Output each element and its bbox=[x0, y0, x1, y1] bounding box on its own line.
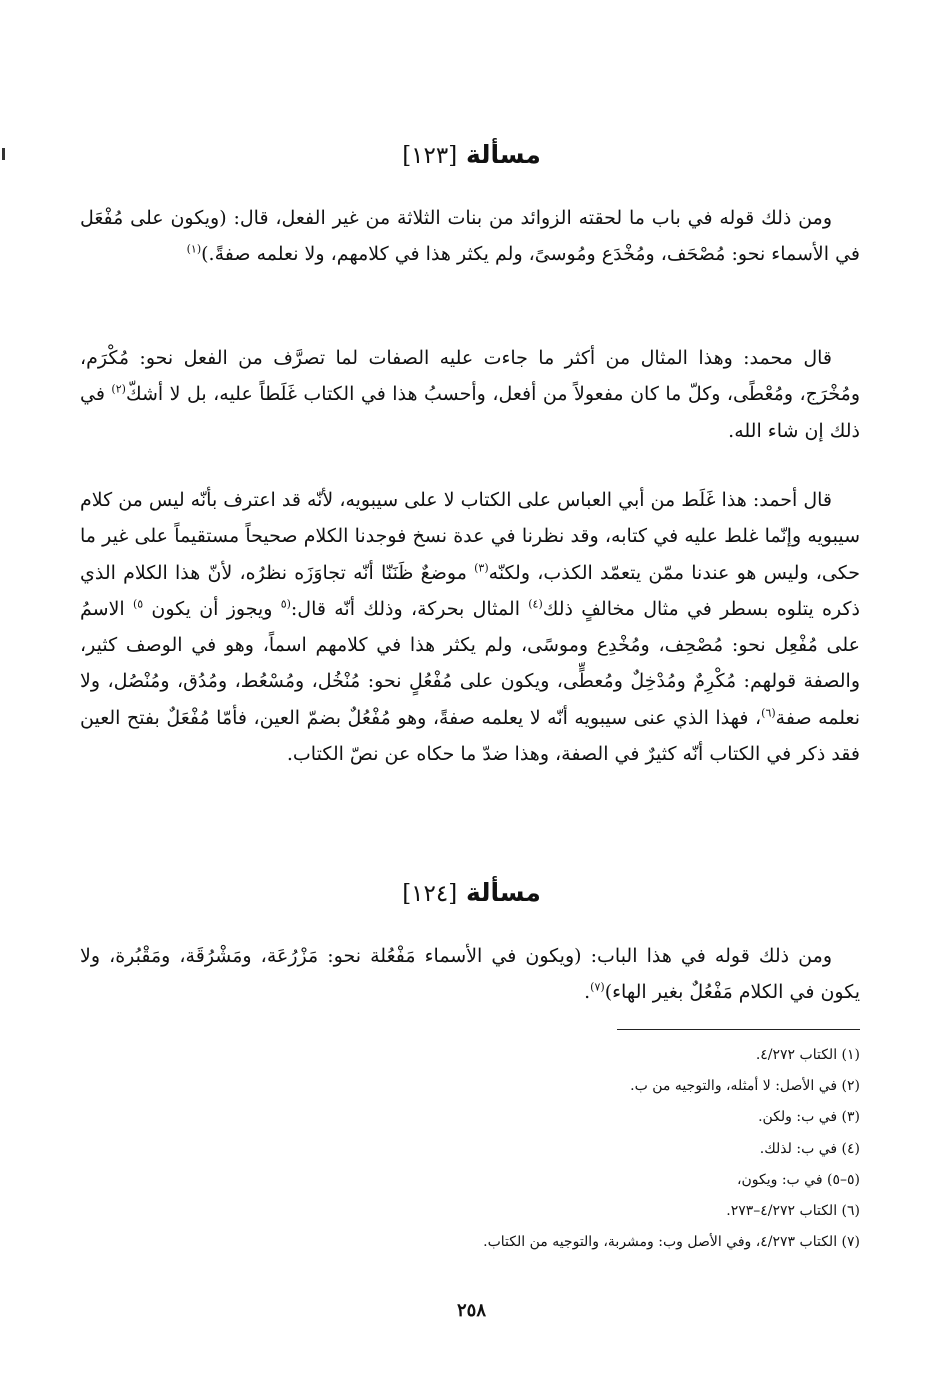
footnote-ref-5-close: ٥) bbox=[132, 597, 144, 611]
footnote-3: (٣) في ب: ولكن. bbox=[758, 1109, 860, 1126]
page-number: ٢٥٨ bbox=[456, 1300, 486, 1321]
heading-masala-124 bbox=[0, 876, 943, 911]
footnote-1: (١) الكتاب ٤/٢٧٢. bbox=[755, 1047, 860, 1063]
paragraph-3 bbox=[80, 482, 860, 772]
footnote-7: (٧) الكتاب ٤/٢٧٣، وفي الأصل وب: ومشربة، والتوجيه من الكتاب. bbox=[483, 1234, 860, 1251]
paragraph-3-text-c: المثال بحركة، وذلك أنّه قال: bbox=[290, 597, 529, 620]
footnote-ref-1: (١) bbox=[186, 242, 202, 256]
paragraph-4-text-b: . bbox=[584, 981, 591, 1004]
paragraph-2 bbox=[80, 340, 860, 449]
heading-masala-123 bbox=[0, 138, 943, 173]
footnote-ref-6: (٦) bbox=[761, 706, 776, 720]
paragraph-4 bbox=[80, 938, 860, 1011]
heading-number: [١٢٣] bbox=[402, 143, 458, 169]
paragraph-1-text: ومن ذلك قوله في باب ما لحقته الزوائد من بنات الثلاثة من غير الفعل، قال: (ويكون على مُفْعَل في الأسماء نحو: مُصْحَف، ومُخْدَع ومُوسىً، ولم يكثر هذا في كلامهم، ولا نعلمه صفةً.) bbox=[80, 207, 860, 266]
heading-number: [١٢٤] bbox=[402, 881, 458, 907]
footnote-4: (٤) في ب: لذلك. bbox=[759, 1140, 860, 1157]
heading-word: مسألة bbox=[465, 140, 541, 169]
footnote-ref-5-open: (٥ bbox=[280, 597, 291, 611]
paragraph-3-text-b: موضعٌ ظَنَنّا أنّه تجاوَزَه نظرُه، لأنّ هذا الكلام الذي ذكره يتلوه بسطر في مثال مخالفٍ ذلك bbox=[80, 561, 860, 620]
footnote-ref-7: (٧) bbox=[590, 980, 605, 994]
footnote-ref-4: (٤) bbox=[528, 597, 543, 611]
paragraph-2-text-b: في ذلك إن شاء الله. bbox=[80, 383, 860, 442]
footnotes bbox=[80, 1040, 860, 1258]
paragraph-1 bbox=[80, 200, 860, 273]
footnote-ref-2: (٢) bbox=[111, 382, 126, 396]
paragraph-3-text-f: ، فهذا الذي عنى سيبويه أنّه لا يعلمه صفةً، وهو مُفْعُلٌ بضمّ العين، فأمّا مُفْعَلٌ بفتح العين فقد ذكر في الكتاب أنّه كثيرٌ في الصفة، وهذا ضدّ ما حكاه عن نصّ الكتاب. bbox=[80, 706, 860, 766]
paragraph-3-text-e: الاسمُ على مُفْعِل نحو: مُصْحِف، ومُخْدِع وموسًى، ولم يكثر هذا في كلامهم اسماً، وهو في الوصف كثير، والصفة قولهم: مُكْرِمٌ ومُدْخِلٌ ومُعطٍّى، ويكون على مُفْعُلٍ نحو: مُنْخُل، ومُسْعُط، ومُدُق، ومُنْصُل، ولا نعلمه صفة bbox=[80, 597, 861, 729]
paragraph-2-text-a: قال محمد: وهذا المثال من أكثر ما جاءت عليه الصفات لما تصرَّف من الفعل نحو: مُكْرَم، ومُخْرَج، ومُعْطًى، وكلّ ما كان مفعولاً من أفعل، وأحسبُ هذا في الكتاب غَلَطاً عليه، بل لا أشكّ bbox=[80, 347, 860, 406]
footnote-5: (٥–٥) في ب: ويكون، bbox=[736, 1171, 860, 1188]
paragraph-4-text-a: ومن ذلك قوله في هذا الباب: (ويكون في الأسماء مَفْعُلة نحو: مَزْرُعَة، ومَشْرُقَة، ومَقْبُرة، ولا يكون في الكلام مَفْعُلٌ بغير الهاء) bbox=[80, 945, 860, 1004]
paragraph-3-text-a: قال أحمد: هذا غَلَط من أبي العباس على الكتاب لا على سيبويه، لأنّه قد اعترف بأنّه ليس من كلام سيبويه وإنّما غلط عليه في كتابه، وقد نظرنا في عدة نسخ فوجدنا الكلام صحيحاً مستقيماً على غير ما حكى، وليس هو عندنا ممّن يتعمّد الكذب، ولكنّه bbox=[80, 489, 860, 584]
heading-word: مسألة bbox=[465, 878, 541, 907]
footnote-ref-3: (٣) bbox=[474, 561, 489, 575]
footnote-2: (٢) في الأصل: لا أمثله، والتوجيه من ب. bbox=[630, 1078, 860, 1095]
footnote-separator bbox=[617, 1029, 860, 1030]
paragraph-3-text-d: ويجوز أن يكون bbox=[143, 597, 281, 620]
footnote-6: (٦) الكتاب ٤/٢٧٢–٢٧٣. bbox=[726, 1203, 860, 1220]
